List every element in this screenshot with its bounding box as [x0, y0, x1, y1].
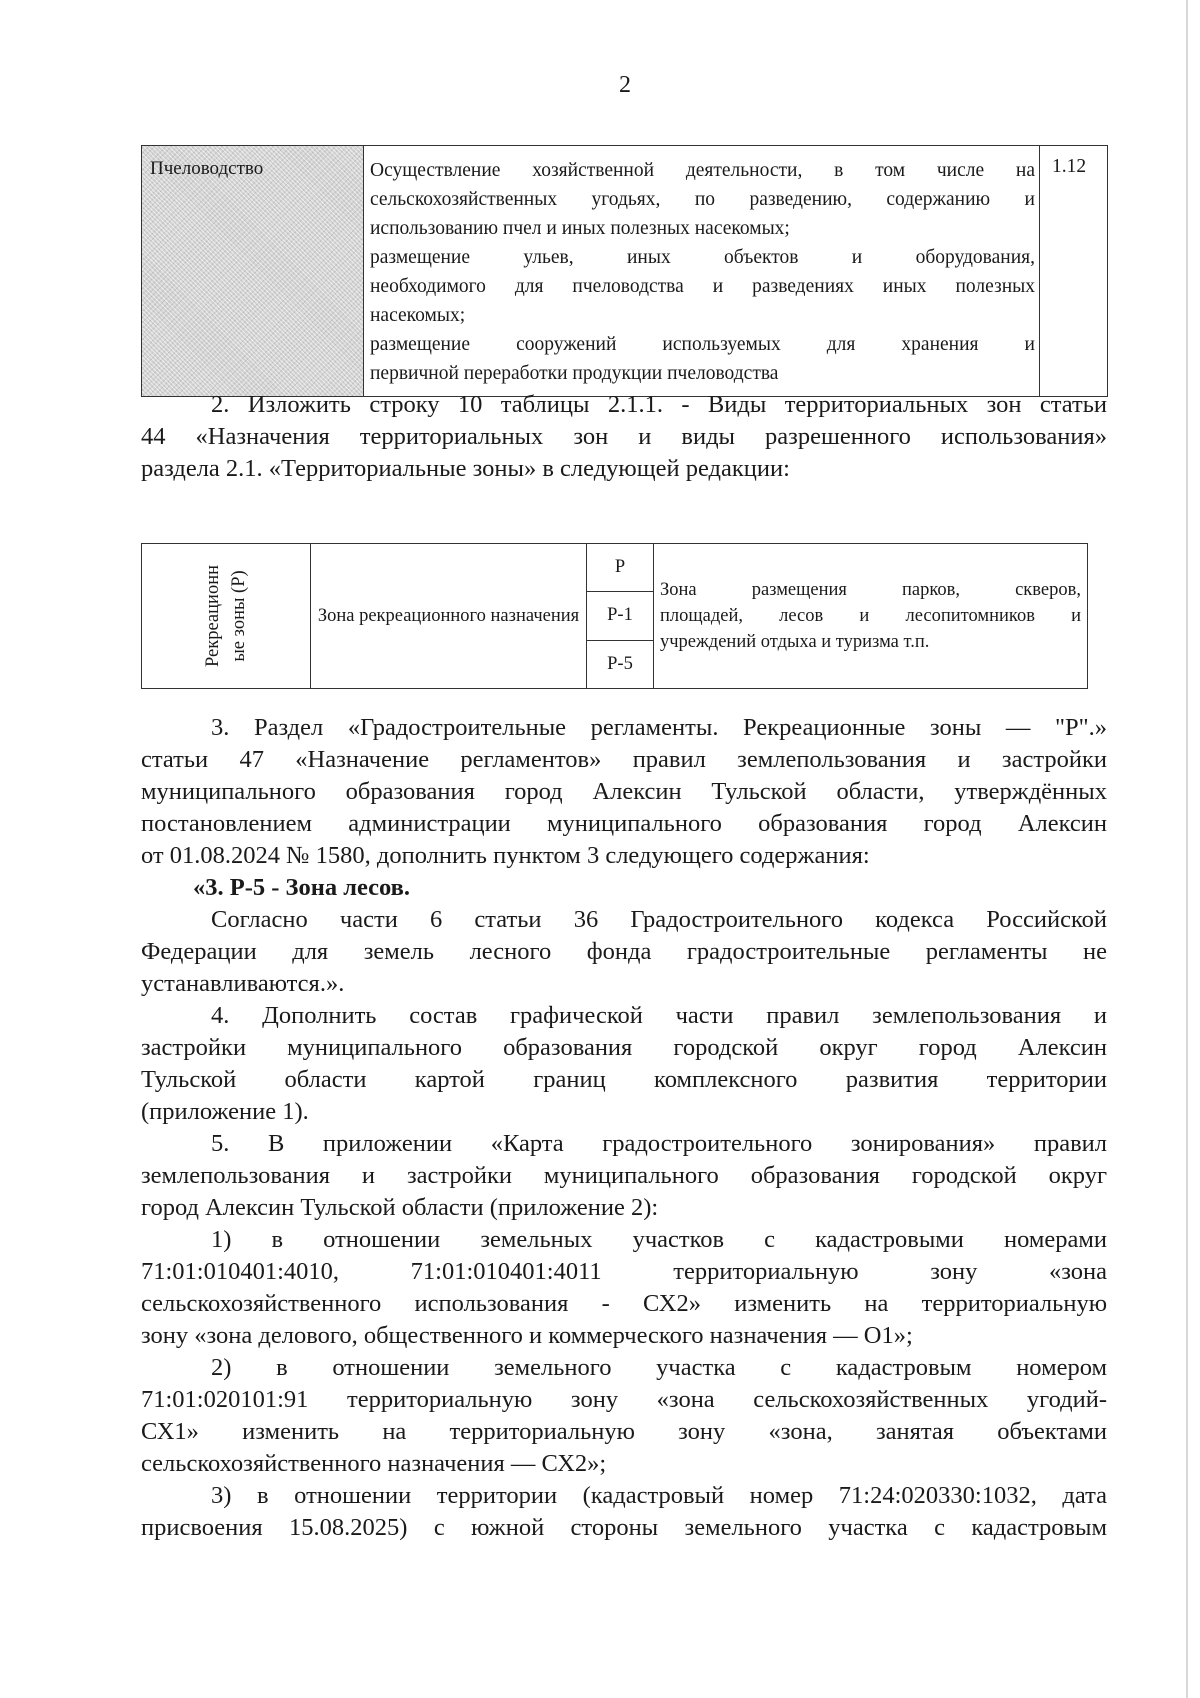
zone-name: Зона рекреационного назначения	[311, 544, 587, 689]
zone-code: Р-5	[587, 640, 654, 688]
page-edge	[1186, 0, 1188, 1698]
activity-description: Осуществление хозяйственной деятельности, в том числе на сельскохозяйственных угодьях, по разведению, содержанию и использованию пчел и иных полезных насекомых; размещение ульев, иных объектов и оборудования, необходимого для пчеловодства и разведениях иных полезных насекомых; размещение сооружений используемых для хранения и первичной переработки продукции пчеловодства	[364, 146, 1040, 397]
activity-code: 1.12	[1040, 146, 1108, 397]
paragraph-3: 3. Раздел «Градостроительные регламенты. Рекреационные зоны — "Р".» статьи 47 «Назначение регламентов» правил землепользования и застройки муниципального образования город Алексин Тульской области, утверждённых постановлением администрации муниципального образования город Алексин от 01.08.2024 № 1580, дополнить пунктом 3 следующего содержания: «3. Р-5 - Зона лесов. Согласно части 6 статьи 36 Градостроительного кодекса Российской Федерации для земель лесного фонда градостроительные регламенты не устанавливаются.». 4. Дополнить состав графической части правил землепользования и застройки муниципального образования городской округ город Алексин Тульской области картой границ комплексного развития территории (приложение 1). 5. В приложении «Карта градостроительного зонирования» правил землепользования и застройки муниципального образования городской округ город Алексин Тульской области (приложение 2): 1) в отношении земельных участков с кадастровыми номерами 71:01:010401:4010, 71:01:010401:4011 территориальную зону «зона сельскохозяйственного использования - СХ2» изменить на территориальную зону «зона делового, общественного и коммерческого назначения — О1»; 2) в отношении земельного участка с кадастровым номером 71:01:020101:91 территориальную зону «зона сельскохозяйственных угодий- СХ1» изменить на территориальную зону «зона, занятая объектами сельскохозяйственного назначения — СХ2»; 3) в отношении территории (кадастровый номер 71:24:020330:1032, дата присвоения 15.08.2025) с южной стороны земельного участка с кадастровым	[141, 714, 1107, 1541]
recreation-zones-table	[141, 543, 1088, 689]
zone-code: Р	[587, 544, 654, 592]
page-number: 2	[619, 72, 631, 98]
zone-code: Р-1	[587, 592, 654, 640]
zone-group-label: Рекреационн ые зоны (Р)	[142, 544, 311, 689]
subsection-heading: «3. Р-5 - Зона лесов.	[193, 874, 410, 901]
table-row	[142, 544, 1088, 592]
activity-name: Пчеловодство	[142, 146, 364, 397]
beekeeping-table	[141, 145, 1108, 397]
paragraph-2: 2. Изложить строку 10 таблицы 2.1.1. - Виды территориальных зон статьи 44 «Назначения территориальных зон и виды разрешенного использования» раздела 2.1. «Территориальные зоны» в следующей редакции:	[141, 391, 1107, 482]
table-row	[142, 146, 1108, 397]
zone-description: Зона размещения парков, скверов, площадей, лесов и лесопитомников и учреждений отдыха и туризма т.п.	[654, 544, 1088, 689]
